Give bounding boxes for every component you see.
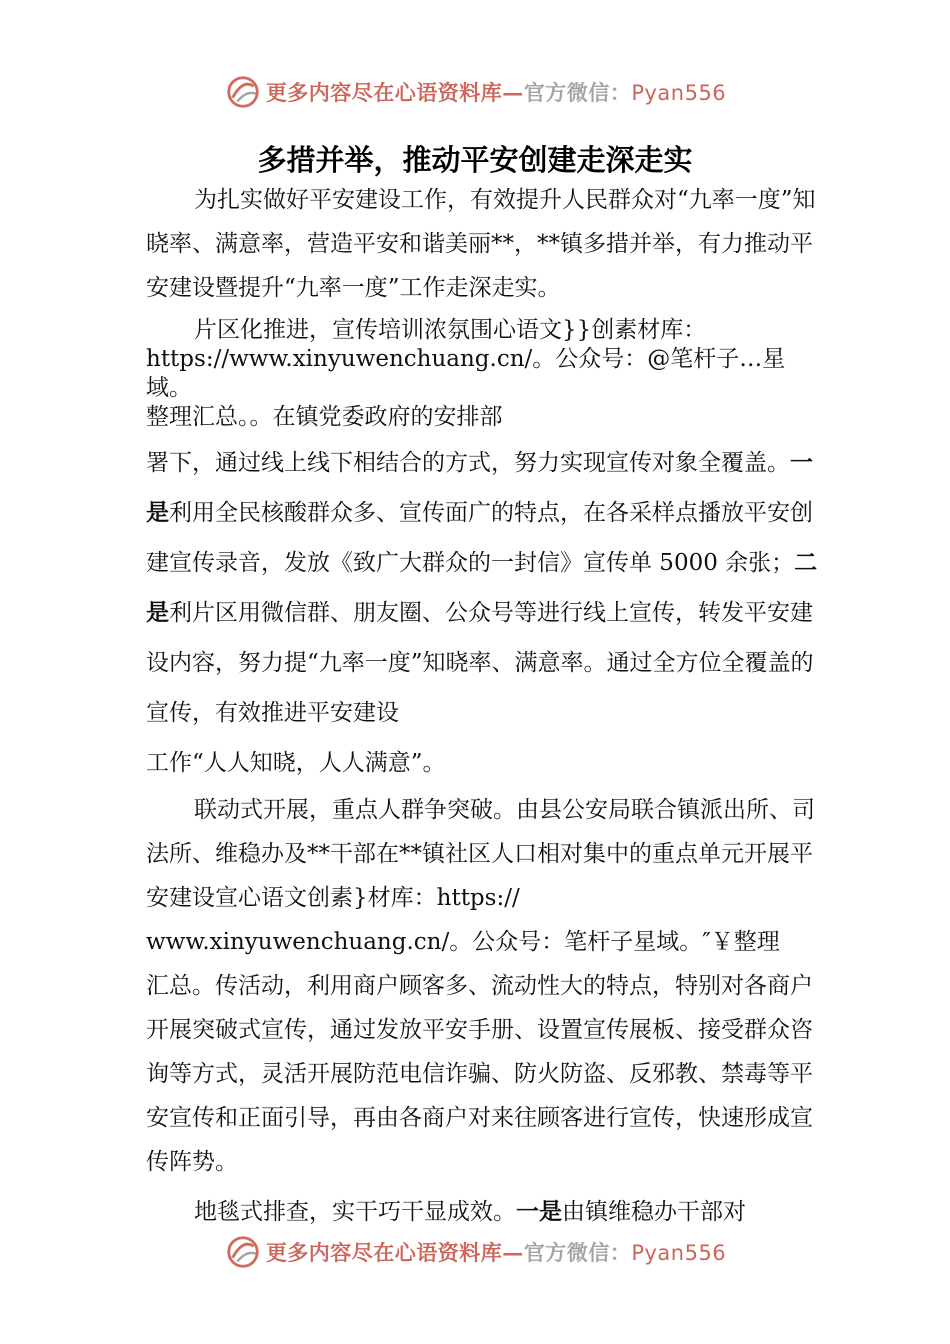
paragraph-3-body: 汇总。传活动，利用商户顾客多、流动性大的特点，特别对各商户开展突破式宣传，通过发放平安手册、设置宣传展板、接受群众咨询等方式，灵活开展防范电信诈骗、防火防盗、反邪教、禁毒等平安宣传和正面引导，再由各商户对来往顾客进行宣传，快速形成宣传阵势。 [146, 973, 813, 1175]
paragraph-2-body: 署下，通过线上线下相结合的方式，努力实现宣传对象全覆盖。一是利用全民核酸群众多、宣传面广的特点，在各采样点播放平安创建宣传录音，发放《致广大群众的一封信》宣传单 5000 余张；二是利片区用微信群、朋友圈、公众号等进行线上宣传，转发平安建设内容，努力提“九率一度”知晓率、满意率。通过全方位全覆盖的宣传，有效推进平安建设 [146, 450, 818, 726]
document-body [146, 178, 826, 1234]
banner-text: 更多内容尽在心语资料库—官方微信：Pyan556 [265, 80, 727, 105]
paragraph-3-link: www.xinyuwenchuang.cn/。公众号：笔杆子星域。″￥整理 [146, 929, 780, 955]
header-banner [0, 70, 950, 114]
logo-icon [224, 73, 262, 111]
bold-marker: 一是 [146, 450, 813, 526]
footer-banner [0, 1230, 950, 1274]
page-title: 多措并举，推动平安创建走深走实 [257, 143, 693, 177]
paragraph-3-head: 联动式开展，重点人群争突破。由县公安局联合镇派出所、司法所、维稳办及**干部在**镇社区人口相对集中的重点单元开展平安建设宣心语文创素}材库：https:// [146, 797, 815, 911]
paragraph-2-end: 工作“人人知晓，人人满意”。 [146, 750, 446, 776]
bold-marker: 一是 [516, 1199, 562, 1225]
paragraph-4: 地毯式排查，实干巧干显成效。一是由镇维稳办干部对 [194, 1199, 746, 1225]
paragraph-1: 为扎实做好平安建设工作，有效提升人民群众对“九率一度”知晓率、满意率，营造平安和谐美丽**，**镇多措并举，有力推动平安建设暨提升“九率一度”工作走深走实。 [146, 187, 816, 301]
bold-marker: 二是 [146, 550, 818, 626]
logo-icon [224, 1233, 262, 1271]
paragraph-2-header: 片区化推进，宣传培训浓氛围心语文}}创素材库： https://www.xinyuwenchuang.cn/。公众号：@笔杆子…星域。 整理汇总。。在镇党委政府的安排部 [146, 317, 786, 430]
banner-text: 更多内容尽在心语资料库—官方微信：Pyan556 [265, 1240, 727, 1265]
